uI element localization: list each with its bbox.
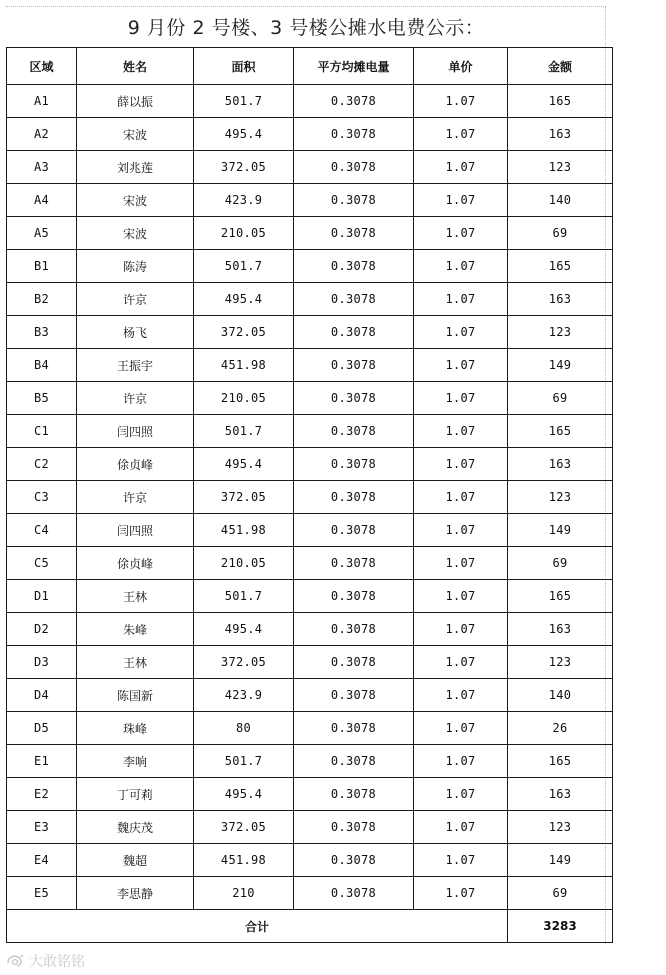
amount-cell: 69 [508, 217, 613, 250]
price-cell: 1.07 [414, 778, 508, 811]
area-cell: D1 [7, 580, 77, 613]
unit-share-cell: 0.3078 [294, 712, 414, 745]
price-cell: 1.07 [414, 349, 508, 382]
table-row [7, 712, 613, 745]
name-cell: 宋波 [77, 118, 194, 151]
unit-share-cell: 0.3078 [294, 151, 414, 184]
amount-cell: 69 [508, 547, 613, 580]
amount-cell: 163 [508, 613, 613, 646]
name-cell: 珠峰 [77, 712, 194, 745]
size-cell: 210.05 [194, 217, 294, 250]
area-cell: D4 [7, 679, 77, 712]
name-cell: 魏超 [77, 844, 194, 877]
name-cell: 许京 [77, 382, 194, 415]
watermark [6, 951, 85, 971]
unit-share-cell: 0.3078 [294, 85, 414, 118]
price-cell: 1.07 [414, 415, 508, 448]
size-cell: 372.05 [194, 316, 294, 349]
table-row [7, 415, 613, 448]
size-cell: 451.98 [194, 844, 294, 877]
size-cell: 495.4 [194, 613, 294, 646]
amount-cell: 69 [508, 877, 613, 910]
unit-share-cell: 0.3078 [294, 481, 414, 514]
amount-cell: 140 [508, 184, 613, 217]
table-row [7, 481, 613, 514]
price-cell: 1.07 [414, 679, 508, 712]
table-row [7, 85, 613, 118]
name-cell: 许京 [77, 283, 194, 316]
table-row [7, 646, 613, 679]
table-body [7, 85, 613, 910]
table-header-row [7, 48, 613, 85]
camera-lens-logo-icon [6, 953, 26, 969]
area-cell: E2 [7, 778, 77, 811]
amount-cell: 165 [508, 250, 613, 283]
table-row [7, 580, 613, 613]
unit-share-cell: 0.3078 [294, 613, 414, 646]
size-cell: 423.9 [194, 184, 294, 217]
area-cell: B1 [7, 250, 77, 283]
name-cell: 李思静 [77, 877, 194, 910]
size-cell: 451.98 [194, 349, 294, 382]
area-cell: C1 [7, 415, 77, 448]
area-cell: B3 [7, 316, 77, 349]
amount-cell: 163 [508, 118, 613, 151]
price-cell: 1.07 [414, 514, 508, 547]
amount-cell: 163 [508, 283, 613, 316]
price-cell: 1.07 [414, 184, 508, 217]
table-row [7, 514, 613, 547]
unit-share-cell: 0.3078 [294, 646, 414, 679]
table-row [7, 349, 613, 382]
name-cell: 魏庆茂 [77, 811, 194, 844]
table-row [7, 811, 613, 844]
area-cell: C5 [7, 547, 77, 580]
size-cell: 501.7 [194, 415, 294, 448]
unit-share-cell: 0.3078 [294, 316, 414, 349]
price-cell: 1.07 [414, 118, 508, 151]
price-cell: 1.07 [414, 250, 508, 283]
unit-share-cell: 0.3078 [294, 811, 414, 844]
area-cell: D5 [7, 712, 77, 745]
table-row [7, 745, 613, 778]
table-row [7, 679, 613, 712]
table-row [7, 217, 613, 250]
amount-cell: 123 [508, 646, 613, 679]
fee-table [6, 47, 613, 943]
size-cell: 372.05 [194, 151, 294, 184]
size-cell: 423.9 [194, 679, 294, 712]
size-cell: 372.05 [194, 481, 294, 514]
unit-share-cell: 0.3078 [294, 250, 414, 283]
column-header-area: 区域 [7, 48, 77, 85]
amount-cell: 26 [508, 712, 613, 745]
price-cell: 1.07 [414, 481, 508, 514]
size-cell: 495.4 [194, 448, 294, 481]
name-cell: 杨飞 [77, 316, 194, 349]
size-cell: 451.98 [194, 514, 294, 547]
amount-cell: 123 [508, 151, 613, 184]
unit-share-cell: 0.3078 [294, 118, 414, 151]
unit-share-cell: 0.3078 [294, 547, 414, 580]
total-label: 合计 [7, 910, 508, 943]
column-header-unit-share: 平方均摊电量 [294, 48, 414, 85]
size-cell: 372.05 [194, 811, 294, 844]
price-cell: 1.07 [414, 613, 508, 646]
price-cell: 1.07 [414, 283, 508, 316]
area-cell: D3 [7, 646, 77, 679]
name-cell: 李响 [77, 745, 194, 778]
table-row [7, 778, 613, 811]
area-cell: E4 [7, 844, 77, 877]
unit-share-cell: 0.3078 [294, 415, 414, 448]
name-cell: 刘兆莲 [77, 151, 194, 184]
price-cell: 1.07 [414, 547, 508, 580]
area-cell: A4 [7, 184, 77, 217]
table-row [7, 547, 613, 580]
price-cell: 1.07 [414, 811, 508, 844]
size-cell: 80 [194, 712, 294, 745]
table-row [7, 250, 613, 283]
name-cell: 丁可莉 [77, 778, 194, 811]
unit-share-cell: 0.3078 [294, 745, 414, 778]
unit-share-cell: 0.3078 [294, 778, 414, 811]
area-cell: D2 [7, 613, 77, 646]
price-cell: 1.07 [414, 646, 508, 679]
table-row [7, 283, 613, 316]
size-cell: 372.05 [194, 646, 294, 679]
price-cell: 1.07 [414, 85, 508, 118]
unit-share-cell: 0.3078 [294, 283, 414, 316]
price-cell: 1.07 [414, 580, 508, 613]
unit-share-cell: 0.3078 [294, 877, 414, 910]
table-row [7, 118, 613, 151]
page-title: 9 月份 2 号楼、3 号楼公摊水电费公示： [127, 17, 485, 39]
name-cell: 朱峰 [77, 613, 194, 646]
table-row [7, 844, 613, 877]
name-cell: 闫四照 [77, 514, 194, 547]
unit-share-cell: 0.3078 [294, 679, 414, 712]
name-cell: 俆贞峰 [77, 448, 194, 481]
table-row [7, 184, 613, 217]
unit-share-cell: 0.3078 [294, 382, 414, 415]
amount-cell: 163 [508, 778, 613, 811]
name-cell: 王林 [77, 646, 194, 679]
area-cell: A1 [7, 85, 77, 118]
table-row [7, 448, 613, 481]
amount-cell: 140 [508, 679, 613, 712]
watermark-text: 大敢铭铭 [29, 954, 85, 970]
unit-share-cell: 0.3078 [294, 514, 414, 547]
price-cell: 1.07 [414, 151, 508, 184]
table-row [7, 382, 613, 415]
price-cell: 1.07 [414, 844, 508, 877]
size-cell: 501.7 [194, 250, 294, 283]
size-cell: 495.4 [194, 778, 294, 811]
size-cell: 501.7 [194, 580, 294, 613]
area-cell: C3 [7, 481, 77, 514]
price-cell: 1.07 [414, 217, 508, 250]
area-cell: E1 [7, 745, 77, 778]
name-cell: 闫四照 [77, 415, 194, 448]
amount-cell: 165 [508, 85, 613, 118]
name-cell: 王振宇 [77, 349, 194, 382]
column-header-name: 姓名 [77, 48, 194, 85]
size-cell: 501.7 [194, 745, 294, 778]
unit-share-cell: 0.3078 [294, 580, 414, 613]
unit-share-cell: 0.3078 [294, 448, 414, 481]
area-cell: E5 [7, 877, 77, 910]
name-cell: 王林 [77, 580, 194, 613]
amount-cell: 123 [508, 811, 613, 844]
amount-cell: 165 [508, 745, 613, 778]
table-row [7, 316, 613, 349]
area-cell: E3 [7, 811, 77, 844]
table-row [7, 151, 613, 184]
column-header-price: 单价 [414, 48, 508, 85]
price-cell: 1.07 [414, 745, 508, 778]
total-value: 3283 [508, 910, 613, 943]
name-cell: 薛以振 [77, 85, 194, 118]
size-cell: 210.05 [194, 382, 294, 415]
size-cell: 495.4 [194, 118, 294, 151]
area-cell: C4 [7, 514, 77, 547]
table-row [7, 613, 613, 646]
price-cell: 1.07 [414, 316, 508, 349]
column-header-amount: 金额 [508, 48, 613, 85]
name-cell: 陈国新 [77, 679, 194, 712]
price-cell: 1.07 [414, 382, 508, 415]
unit-share-cell: 0.3078 [294, 217, 414, 250]
amount-cell: 163 [508, 448, 613, 481]
size-cell: 495.4 [194, 283, 294, 316]
area-cell: B2 [7, 283, 77, 316]
area-cell: B5 [7, 382, 77, 415]
price-cell: 1.07 [414, 448, 508, 481]
area-cell: C2 [7, 448, 77, 481]
total-row [7, 910, 613, 943]
price-cell: 1.07 [414, 877, 508, 910]
unit-share-cell: 0.3078 [294, 349, 414, 382]
name-cell: 许京 [77, 481, 194, 514]
area-cell: A3 [7, 151, 77, 184]
amount-cell: 165 [508, 415, 613, 448]
amount-cell: 123 [508, 316, 613, 349]
unit-share-cell: 0.3078 [294, 184, 414, 217]
amount-cell: 123 [508, 481, 613, 514]
size-cell: 501.7 [194, 85, 294, 118]
amount-cell: 149 [508, 514, 613, 547]
size-cell: 210.05 [194, 547, 294, 580]
amount-cell: 149 [508, 844, 613, 877]
name-cell: 陈涛 [77, 250, 194, 283]
size-cell: 210 [194, 877, 294, 910]
column-header-size: 面积 [194, 48, 294, 85]
area-cell: B4 [7, 349, 77, 382]
amount-cell: 165 [508, 580, 613, 613]
amount-cell: 69 [508, 382, 613, 415]
name-cell: 俆贞峰 [77, 547, 194, 580]
area-cell: A5 [7, 217, 77, 250]
name-cell: 宋波 [77, 217, 194, 250]
amount-cell: 149 [508, 349, 613, 382]
price-cell: 1.07 [414, 712, 508, 745]
area-cell: A2 [7, 118, 77, 151]
unit-share-cell: 0.3078 [294, 844, 414, 877]
table-row [7, 877, 613, 910]
name-cell: 宋波 [77, 184, 194, 217]
